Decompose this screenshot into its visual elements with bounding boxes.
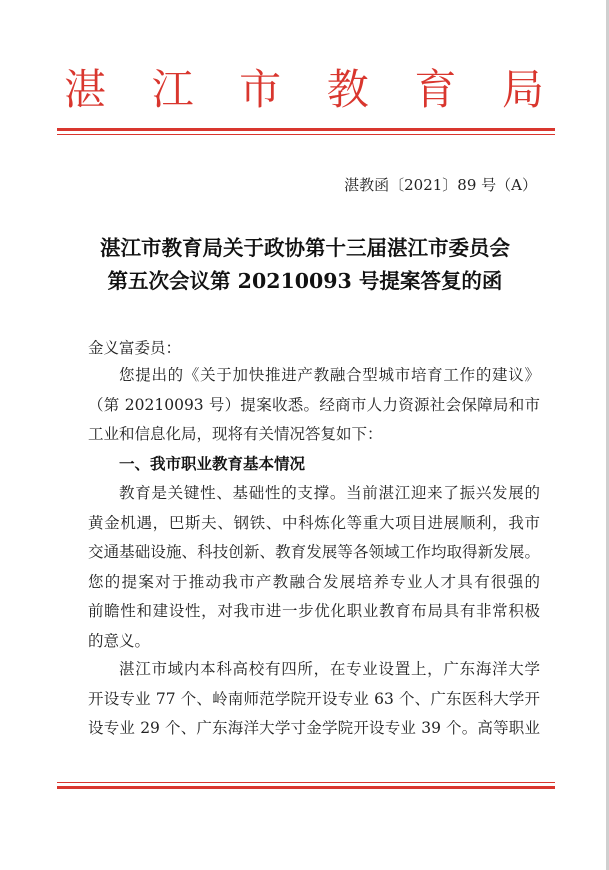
text-line: 湛江市域内本科高校有四所，在专业设置上，广东海洋大学 [119, 660, 540, 678]
header-rule-thick [57, 128, 555, 131]
letterhead-char: 局 [501, 65, 544, 114]
text-line: 您提出的《关于加快推进产教融合型城市培育工作的建议》 [119, 366, 540, 384]
text-line: 工业和信息化局，现将有关情况答复如下： [88, 425, 383, 443]
text-line: 前瞻性和建设性，对我市进一步优化职业教育布局具有非常积极 [88, 602, 540, 620]
letterhead-char: 湛 [63, 65, 106, 114]
letterhead-char: 教 [326, 65, 369, 114]
text-line: 开设专业 77 个、岭南师范学院开设专业 63 个、广东医科大学开 [88, 689, 540, 708]
paragraph-universities [88, 655, 540, 744]
paragraph-background [88, 479, 540, 656]
paragraph-intro [88, 361, 540, 450]
document-number: 湛教函〔2021〕89 号（A） [344, 176, 537, 194]
text-line: （第 20210093 号）提案收悉。经商市人力资源社会保障局和市 [88, 395, 540, 414]
document-title [70, 232, 540, 298]
document-title-line: 湛江市教育局关于政协第十三届湛江市委员会 [100, 236, 510, 260]
text-line: 您的提案对于推动我市产教融合发展培养专业人才具有很强的 [88, 572, 540, 591]
text-line: 交通基础设施、科技创新、教育发展等各领域工作均取得新发展。 [88, 543, 540, 561]
text-line: 教育是关键性、基础性的支撑。当前湛江迎来了振兴发展的 [119, 484, 540, 502]
salutation: 金义富委员： [88, 339, 182, 357]
text-line: 的意义。 [88, 631, 151, 650]
footer-rule-thin [57, 782, 555, 783]
footer-rule-thick [57, 786, 555, 789]
header-rule-thin [57, 134, 555, 135]
section-heading: 一、我市职业教育基本情况 [119, 454, 306, 473]
letterhead-char: 江 [151, 65, 194, 114]
document-title-line: 第五次会议第 20210093 号提案答复的函 [107, 269, 503, 293]
text-line: 设专业 29 个、广东海洋大学寸金学院开设专业 39 个。高等职业 [88, 719, 540, 737]
letterhead-char: 市 [239, 65, 282, 114]
letterhead-char: 育 [414, 65, 457, 114]
letterhead-title [60, 62, 548, 118]
text-line: 黄金机遇，巴斯夫、钢铁、中科炼化等重大项目进展顺利，我市 [88, 513, 540, 532]
